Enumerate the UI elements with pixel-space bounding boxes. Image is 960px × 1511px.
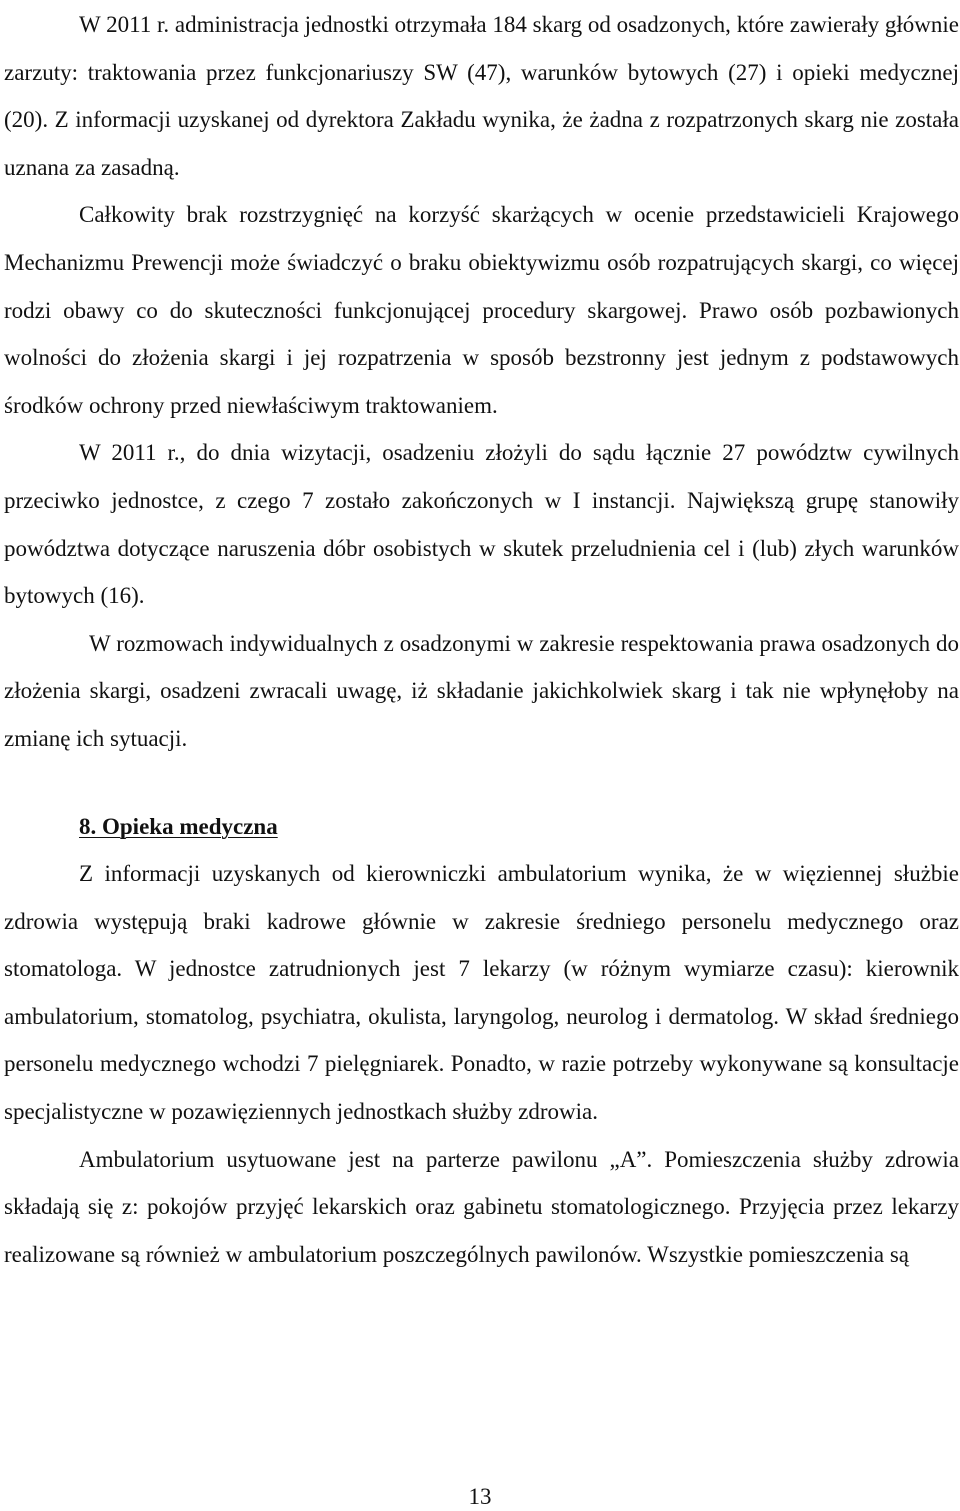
paragraph-ambulatory-location: Ambulatorium usytuowane jest na parterze pawilonu „A”. Pomieszczenia służby zdrowia składają się z: pokojów przyjęć lekarskich oraz gabinetu stomatologicznego. Przyjęcia przez lekarzy realizowane są również w ambulatorium poszczególnych pawilonów. Wszystkie pomieszczenia są [4, 1146, 959, 1267]
page-number: 13 [468, 1484, 492, 1509]
document-page [4, 0, 959, 1278]
paragraph-civil-lawsuits: W 2011 r., do dnia wizytacji, osadzeniu złożyli do sądu łącznie 27 powództw cywilnych przeciwko jednostce, z czego 7 zostało zakończonych w I instancji. Największą grupę stanowiły powództwa dotyczące naruszenia dóbr osobistych w skutek przeludnienia cel i (lub) złych warunków bytowych (16). [4, 440, 959, 609]
paragraph-complaints-2011: W 2011 r. administracja jednostki otrzymała 184 skarg od osadzonych, które zawierały głównie zarzuty: traktowania przez funkcjonariuszy SW (47), warunków bytowych (27) i opieki medycznej (20). Z informacji uzyskanej od dyrektora Zakładu wynika, że żadna z rozpatrzonych skarg nie została uznana za zasadną. [4, 12, 959, 180]
paragraph-npm-assessment: Całkowity brak rozstrzygnięć na korzyść skarżących w ocenie przedstawicieli Krajowego Mechanizmu Prewencji może świadczyć o braku obiektywizmu osób rozpatrujących skargi, co więcej rodzi obawy co do skuteczności funkcjonującej procedury skargowej. Prawo osób pozbawionych wolności do złożenia skargi i jej rozpatrzenia w sposób bezstronny jest jednym z podstawowych środków ochrony przed niewłaściwym traktowaniem. [4, 202, 959, 418]
section-heading-text: 8. Opieka medyczna [79, 813, 278, 839]
paragraph-medical-staff: Z informacji uzyskanych od kierowniczki ambulatorium wynika, że w więziennej służbie zdrowia występują braki kadrowe głównie w zakresie średniego personelu medycznego oraz stomatologa. W jednostce zatrudnionych jest 7 lekarzy (w różnym wymiarze czasu): kierownik ambulatorium, stomatolog, psychiatra, okulista, laryngolog, neurolog i dermatolog. W skład średniego personelu medycznego wchodzi 7 pielęgniarek. Ponadto, w razie potrzeby wykonywane są konsultacje specjalistyczne w pozawięziennych jednostkach służby zdrowia. [4, 861, 959, 1125]
paragraph-individual-interviews: W rozmowach indywidualnych z osadzonymi w zakresie respektowania prawa osadzonych do złożenia skargi, osadzeni zwracali uwagę, iż składanie jakichkolwiek skarg i tak nie wpłynęłoby na zmianę ich sytuacji. [4, 630, 959, 751]
section-heading [4, 803, 959, 851]
